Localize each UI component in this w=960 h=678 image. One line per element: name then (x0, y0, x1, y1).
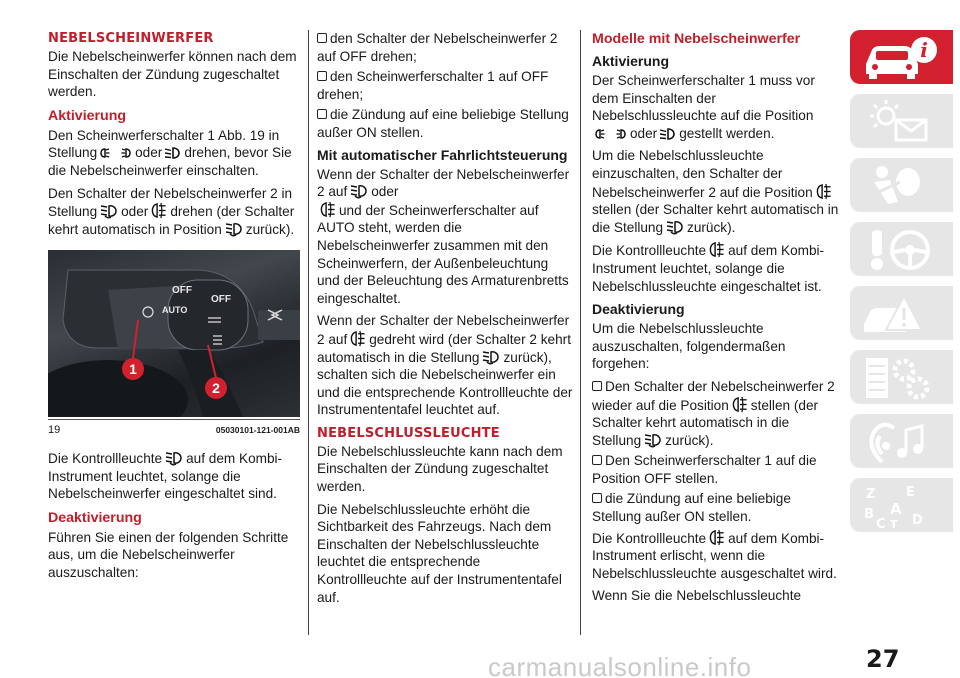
bullet-box-icon (592, 493, 602, 503)
warning-lights-icon (860, 98, 940, 146)
heading-modelle: Modelle mit Nebelscheinwerfer (592, 31, 801, 47)
index-letter: B (864, 507, 874, 522)
text-span: und der Scheinwerferschalter auf AUTO steht, werden die Nebelscheinwerfer zusammen mit den Scheinwerfern, der Außenbeleuchtung und der Beleuchtung des Armaturenbretts eingeschaltet. (317, 202, 569, 306)
text-span: gedreht wird (der Schalter 2 kehrt automatisch in die Stellung (317, 331, 571, 365)
text-span: zurück), schalten sich die Nebelscheinwerfer ein und die entsprechende Kontrollleuchte der Instrumententafel leuchtet auf. (317, 349, 573, 418)
text-span: Den Schalter der Nebelscheinwerfer 2 wieder auf die Position (592, 378, 835, 413)
continuation-paragraph: Wenn Sie die Nebelschlussleuchte (592, 588, 802, 604)
index-letter: T (890, 518, 898, 530)
rear-fog-paragraph-1: Die Nebelschlussleuchte kann nach dem Einschalten der Zündung zugeschaltet werden. (317, 443, 563, 495)
deactivation-paragraph: Führen Sie einen der folgenden Schritte aus, um die Nebelscheinwerfer auszuschalten: (48, 529, 289, 580)
alphabetical-index-icon (860, 482, 940, 530)
page-number: 27 (866, 645, 900, 673)
tab-index[interactable] (850, 478, 953, 532)
column-divider (308, 30, 309, 635)
activation-paragraph-1 (48, 127, 300, 180)
switch-label-off: OFF (172, 285, 192, 297)
heading-auto-headlight: Mit automatischer Fahrlichtsteuerung (317, 146, 568, 163)
heading-nebelscheinwerfer: NEBELSCHEINWERFER (48, 31, 214, 46)
list-item (592, 452, 842, 487)
heading-deaktivierung: Deaktivierung (48, 509, 142, 526)
indicator-paragraph (48, 450, 300, 503)
figure-caption (48, 419, 300, 440)
tab-car-info[interactable] (850, 30, 953, 84)
text-span: Den Scheinwerferschalter 1 auf die Position OFF stellen. (592, 453, 817, 486)
watermark: carmanualsonline.info (488, 652, 752, 678)
index-letter: D (912, 513, 923, 528)
list-item (592, 490, 842, 525)
text-span: den Scheinwerferschalter 1 auf OFF drehen; (317, 69, 549, 102)
front-fog-icon (164, 450, 184, 466)
text-span: stellen (der Schalter kehrt automatisch in die Stellung (592, 397, 819, 448)
text-span: oder (371, 184, 399, 200)
auto-paragraph-2 (317, 312, 573, 419)
heading-deaktivierung: Deaktivierung (592, 301, 685, 318)
text-span: die Zündung auf eine beliebige Stellung außer ON stellen. (592, 491, 791, 525)
column-left (48, 30, 300, 587)
callout-1: 1 (129, 361, 137, 378)
text-span: oder (121, 204, 149, 220)
text-span: zurück). (245, 221, 295, 237)
text-span: Die Kontrollleuchte (592, 530, 707, 546)
rear-fog-icon (815, 183, 833, 200)
rear-fog-icon (708, 529, 726, 546)
front-fog-icon (349, 183, 369, 199)
activation-paragraph (592, 72, 842, 142)
text-span: Der Scheinwerferschalter 1 muss vor dem Einschalten der Nebelschlussleuchte auf die Position (592, 73, 815, 124)
parking-light-icon (594, 127, 628, 141)
list-item (317, 30, 573, 65)
figure-number: 19 (48, 424, 61, 437)
key-steering-icon (860, 226, 940, 274)
gears-maintenance-icon (860, 354, 940, 402)
indicator-paragraph (592, 241, 842, 295)
text-span: auf dem Kombi-Instrument leuchtet, solange die Nebelscheinwerfer eingeschaltet sind. (48, 450, 283, 502)
text-span: Wenn der Schalter der Nebelscheinwerfer 2 auf (317, 313, 570, 347)
switch-label-auto: AUTO (162, 305, 188, 316)
column-divider (580, 30, 581, 635)
bullet-box-icon (317, 109, 327, 119)
switch-label-off-fog: OFF (211, 294, 231, 306)
text-span: den Schalter der Nebelscheinwerfer 2 auf OFF drehen; (317, 31, 558, 64)
parking-light-icon (99, 146, 133, 160)
front-fog-icon (481, 349, 501, 365)
tab-multimedia[interactable] (850, 414, 953, 468)
bullet-box-icon (592, 455, 602, 465)
tab-safety[interactable] (850, 158, 953, 212)
front-fog-icon (99, 203, 119, 219)
car-info-icon (860, 34, 940, 82)
front-fog-icon (643, 432, 663, 448)
text-span: drehen, bevor Sie die Nebelscheinwerfer einschalten. (48, 145, 292, 178)
index-letter: C (876, 517, 886, 530)
activation-paragraph-2 (48, 185, 300, 239)
text-span: Wenn der Schalter der Nebelscheinwerfer 2 auf (317, 166, 570, 200)
bullet-box-icon (317, 71, 327, 81)
rear-fog-paragraph-2: Die Nebelschlussleuchte erhöht die Sichtbarkeit des Fahrzeugs. Nach dem Einschalten der Nebelschlussleuchte leuchtet die entsprechende Kontrollleuchte auf der Instrumententafel auf. (317, 501, 562, 605)
bullet-box-icon (317, 33, 327, 43)
list-item (317, 68, 573, 103)
text-span: Den Schalter der Nebelscheinwerfer 2 in Stellung (48, 185, 293, 220)
indicator-off-paragraph (592, 529, 842, 583)
text-span: Die Kontrollleuchte (592, 243, 707, 259)
column-middle (317, 30, 573, 611)
tab-emergency[interactable] (850, 286, 953, 340)
index-letter: A (890, 500, 902, 518)
rear-fog-icon (708, 241, 726, 258)
figure-code: 05030101-121-001AB (215, 425, 300, 436)
multimedia-icon (860, 418, 940, 466)
heading-aktivierung: Aktivierung (48, 107, 127, 124)
index-letter: E (906, 485, 915, 500)
airbag-seatbelt-icon (860, 162, 940, 210)
text-span: die Zündung auf eine beliebige Stellung außer ON stellen. (317, 107, 569, 140)
front-fog-icon (224, 221, 244, 237)
index-letter: Z (866, 487, 876, 502)
text-span: Den Scheinwerferschalter 1 Abb. 19 in Stellung (48, 127, 280, 161)
text-span: Um die Nebelschlussleuchte einzuschalten, den Schalter der Nebelscheinwerfer 2 auf die Position (592, 148, 813, 200)
rear-fog-icon (349, 330, 367, 347)
text-span: stellen (der Schalter kehrt automatisch in die Stellung (592, 202, 839, 235)
tab-starting-driving[interactable] (850, 222, 953, 276)
bullet-box-icon (592, 381, 602, 391)
text-span: auf dem Kombi-Instrument erlischt, wenn die Nebelschlussleuchte ausgeschaltet wird. (592, 530, 837, 581)
text-span: zurück). (665, 432, 714, 448)
combination-switch-illustration (48, 250, 300, 417)
column-right (592, 30, 842, 610)
text-span: auf dem Kombi-Instrument leuchtet, solange die Nebelschlussleuchte eingeschaltet ist. (592, 243, 825, 294)
text-span: zurück). (687, 219, 736, 235)
text-span: Die Kontrollleuchte (48, 450, 163, 466)
text-span: oder (630, 125, 658, 141)
text-span: gestellt werden. (679, 125, 775, 141)
rear-fog-icon (319, 201, 337, 218)
heading-aktivierung: Aktivierung (592, 53, 670, 69)
low-beam-icon (164, 146, 182, 160)
figure-19-switch-photo (48, 250, 300, 417)
car-crash-icon (860, 290, 940, 338)
chapter-sidebar (850, 30, 953, 542)
callout-2: 2 (212, 380, 220, 397)
front-fog-icon (665, 219, 685, 235)
text-span: oder (135, 145, 163, 161)
list-item (317, 106, 573, 141)
low-beam-icon (659, 127, 677, 141)
list-item (592, 378, 842, 449)
svg-text:i: i (920, 38, 928, 62)
intro-paragraph: Die Nebelscheinwerfer können nach dem Einschalten der Zündung zugeschaltet werden. (48, 49, 297, 100)
tab-maintenance[interactable] (850, 350, 953, 404)
activation-paragraph-2 (592, 147, 842, 236)
deactivation-paragraph: Um die Nebelschlussleuchte auszuschalten, folgendermaßen forgehen: (592, 321, 786, 372)
auto-paragraph-1 (317, 166, 573, 308)
heading-nebelschlussleuchte: NEBELSCHLUSSLEUCHTE (317, 425, 500, 441)
rear-fog-icon (150, 202, 168, 219)
rear-fog-icon (731, 396, 749, 413)
text-span: drehen (der Schalter kehrt automatisch in Position (48, 204, 295, 237)
tab-warning-lights[interactable] (850, 94, 953, 148)
